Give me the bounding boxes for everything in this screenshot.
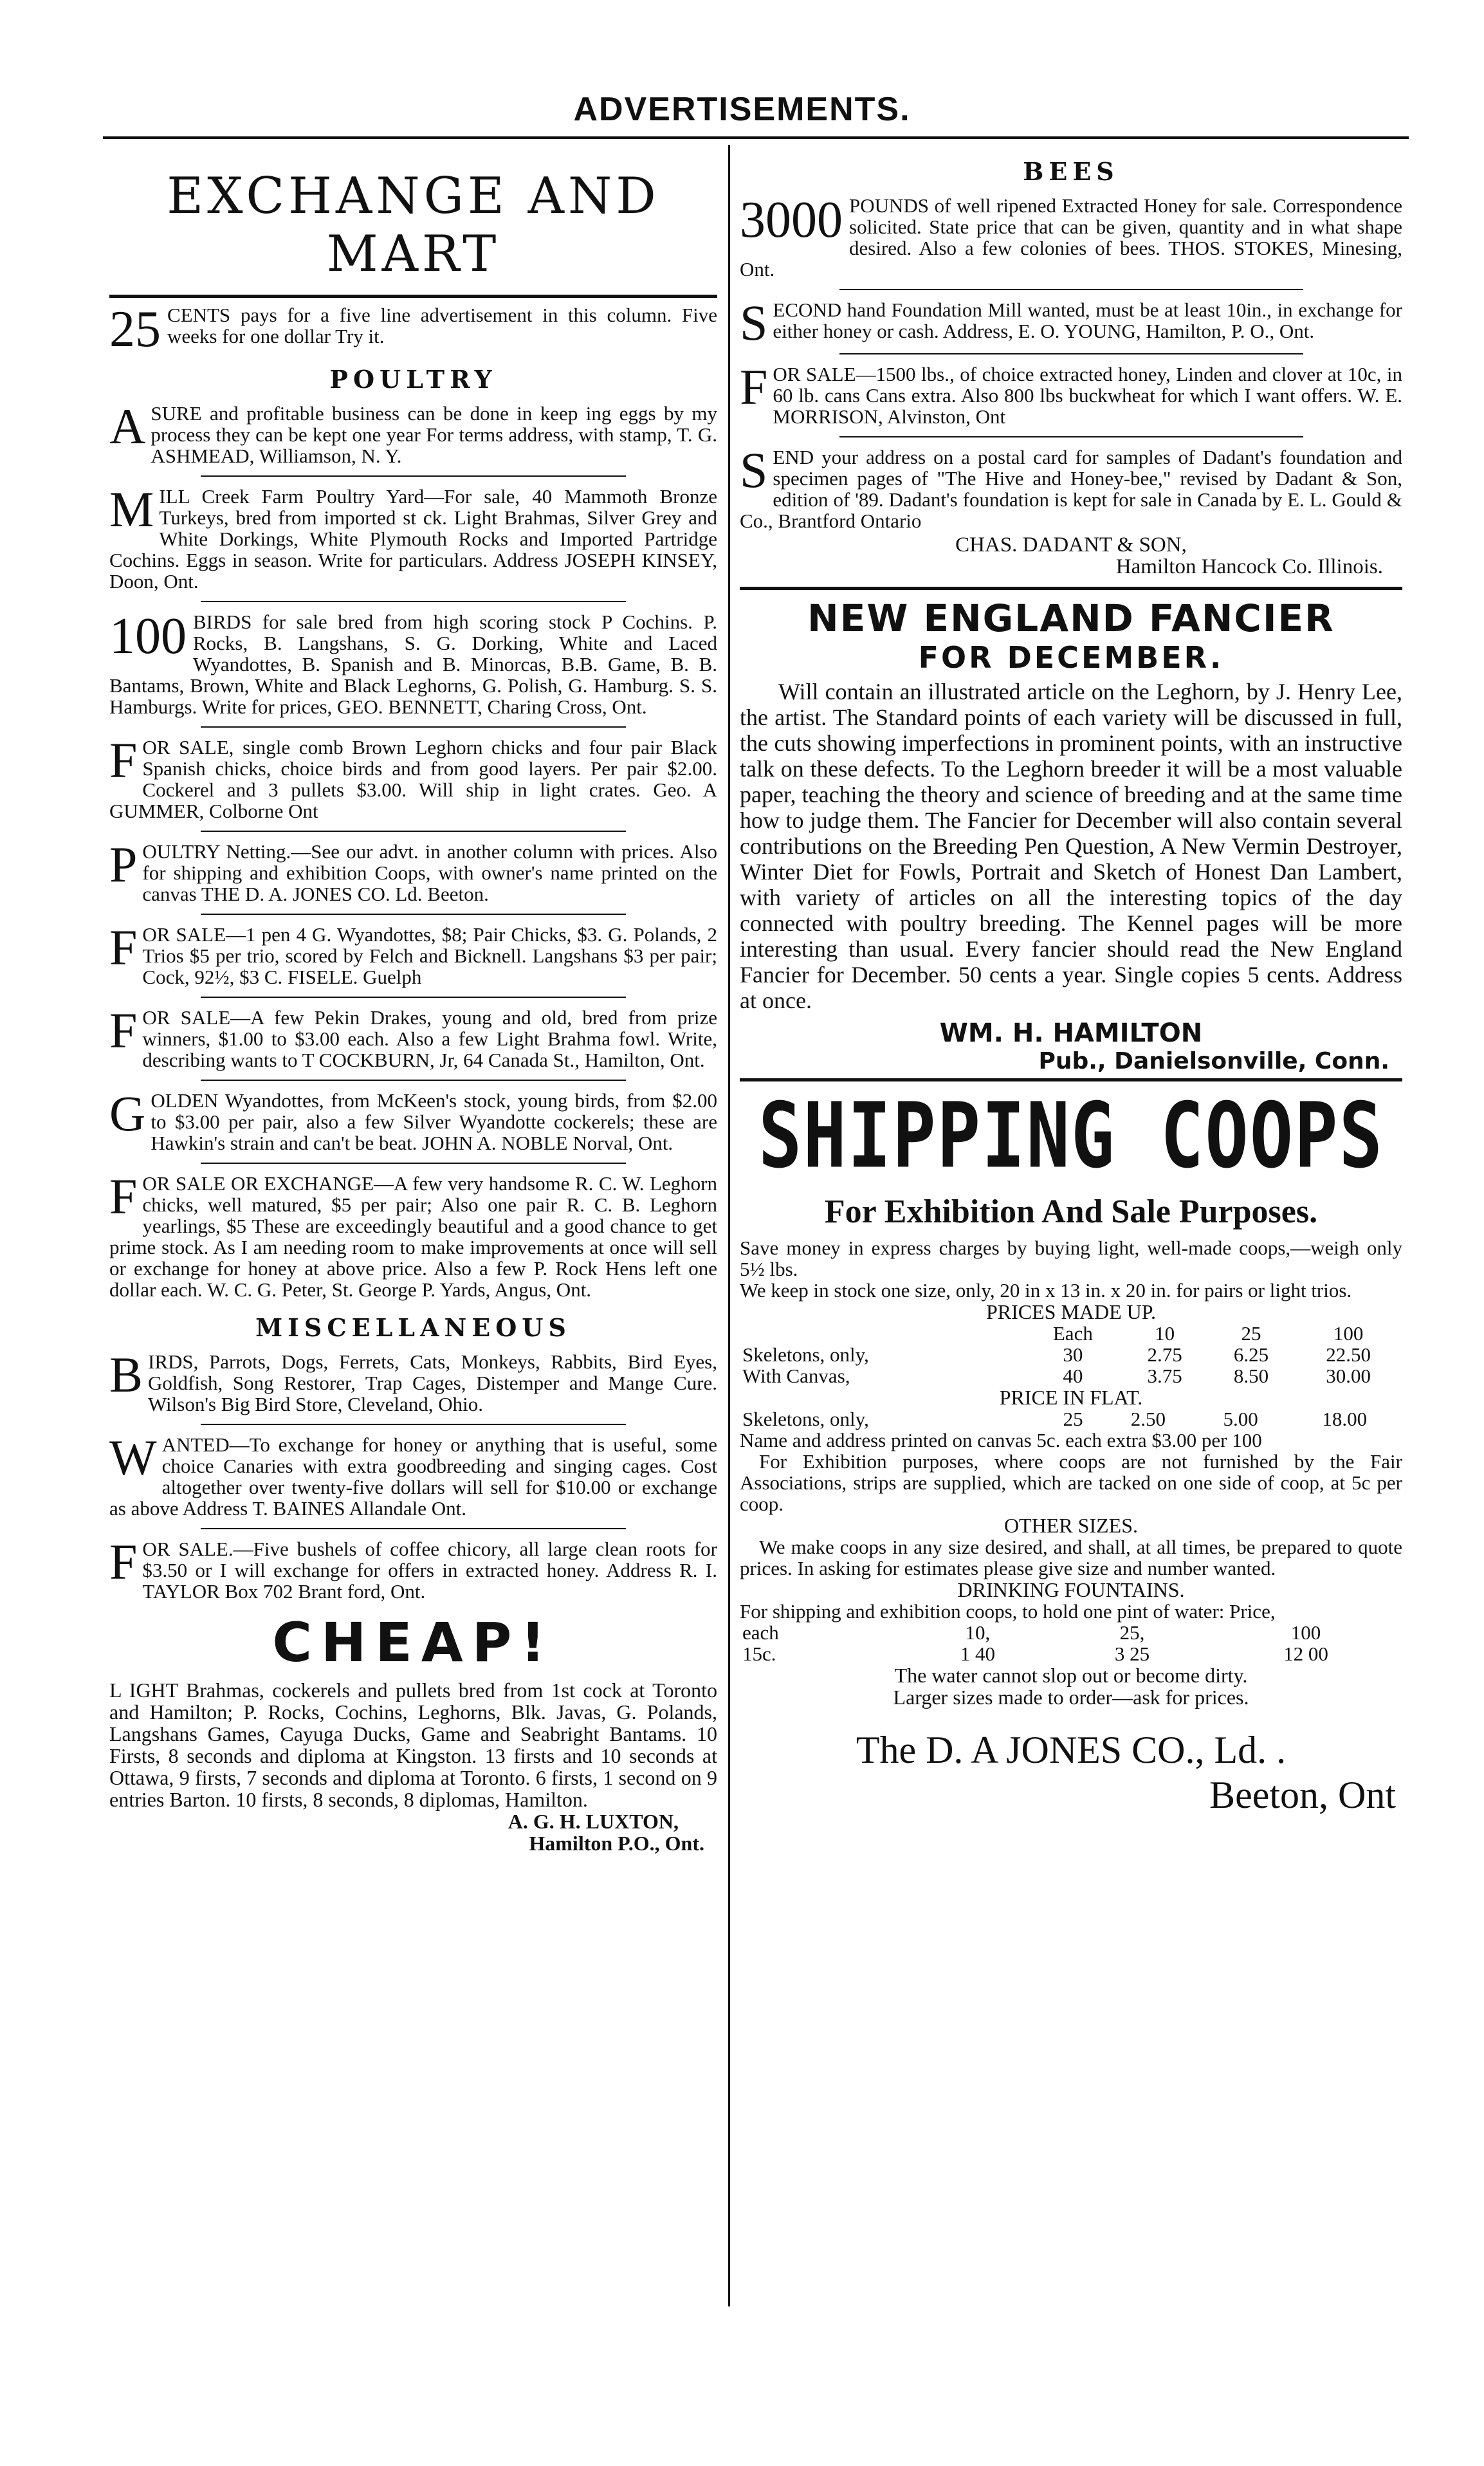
table-cell: With Canvas, — [742, 1365, 850, 1387]
table-cell: 25, — [1119, 1621, 1145, 1644]
drop-cap: P — [109, 836, 138, 892]
price-in-flat-heading: PRICE IN FLAT. — [999, 1386, 1143, 1409]
table-cell: 3.75 — [1147, 1365, 1182, 1387]
ad-text: OR SALE—1 pen 4 G. Wyandottes, $8; Pair Chicks, $3. G. Polands, 2 Trios $5 per trio, scored by Felch and Bicknell. Langshans $3 per pair; Cock, 92½, $3 C. FISELE. Guelph — [142, 923, 717, 988]
table-row — [740, 1622, 1402, 1643]
table-row — [740, 1344, 1402, 1365]
drinking-prices-table — [740, 1622, 1402, 1664]
table-cell: 8.50 — [1233, 1365, 1269, 1387]
prices-table — [740, 1323, 1402, 1386]
ad-separator — [839, 436, 1303, 437]
exchange-mart-masthead: EXCHANGE AND MART — [167, 167, 660, 283]
table-cell: 3 25 — [1114, 1642, 1150, 1665]
nef-subtitle: FOR DECEMBER. — [918, 640, 1224, 675]
cheap-signature-address: Hamilton P.O., Ont. — [529, 1832, 704, 1855]
ad-separator — [201, 475, 627, 477]
table-row — [740, 1643, 1402, 1664]
poultry-ads — [109, 398, 717, 1301]
classified-ad — [740, 442, 1402, 532]
classified-ad — [740, 359, 1402, 428]
poultry-heading: POULTRY — [329, 365, 497, 394]
drinking-note-1: The water cannot slop out or become dirty. — [894, 1664, 1248, 1687]
table-cell: 30.00 — [1326, 1365, 1371, 1387]
header-rule — [103, 136, 1409, 139]
exhibition-note: For Exhibition purposes, where coops are not furnished by the Fair Associations, strips are supplied, which are tacked on one side of coop, at 5c per coop. — [740, 1450, 1402, 1515]
ad-separator — [201, 914, 627, 915]
left-column — [109, 154, 717, 1854]
classified-ad — [109, 1534, 717, 1603]
drop-cap: B — [109, 1347, 143, 1403]
column-divider — [728, 145, 730, 2306]
drop-cap: F — [109, 1534, 138, 1590]
drop-cap: 3000 — [740, 192, 843, 248]
ad-text: OR SALE.—Five bushels of coffee chicory, all large clean roots for $3.50 or I will exchange for offers in extracted honey. Address R. I. TAYLOR Box 702 Brant ford, Ont. — [142, 1538, 717, 1603]
classified-ad — [109, 398, 717, 467]
table-cell: 15c. — [742, 1642, 776, 1665]
ad-separator — [201, 726, 627, 728]
coops-stock: We keep in stock one size, only, 20 in x 13 in. x 20 in. for pairs or light trios. — [740, 1279, 1352, 1302]
ad-separator — [201, 831, 627, 832]
ad-text: OLDEN Wyandottes, from McKeen's stock, young birds, from $2.00 to $3.00 per pair, also a few Silver Wyandotte cockerels; these are Hawkin's strain and can't be beat. JOHN A. NOBLE Norval, Ont. — [151, 1089, 717, 1154]
ad-separator — [201, 1424, 627, 1425]
coops-title: SHIPPING COOPS — [758, 1083, 1384, 1189]
ad-text: OR SALE, single comb Brown Leghorn chicks and four pair Black Spanish chicks, choice birds and from good layers. Per pair $2.00. Cockerel and 3 pullets $3.00. Will ship in light crates. Geo. A GUMMER, Colborne Ont — [109, 736, 717, 822]
page-header: ADVERTISEMENTS. — [573, 91, 911, 128]
ad-text: END your address on a postal card for samples of Dadant's foundation and specimen pages of "The Hive and Honey-bee," revised by Dadant & Son, edition of '89. Dadant's foundation is kept for sale in Canada by E. L. Gould & Co., Brantford Ontario — [740, 446, 1402, 532]
cheap-signature: A. G. H. LUXTON, — [508, 1810, 679, 1833]
ad-separator — [839, 353, 1303, 354]
miscellaneous-heading: MISCELLANEOUS — [255, 1313, 571, 1342]
ad-text: OR SALE—1500 lbs., of choice extracted honey, Linden and clover at 10c, in 60 lb. cans Cans extra. Also 800 lbs buckwheat for which I want offers. W. E. MORRISON, Alvinston, Ont — [773, 363, 1402, 428]
right-column — [740, 154, 1402, 1817]
table-cell: 1 40 — [960, 1642, 996, 1665]
nef-rule — [740, 1078, 1402, 1081]
ad-separator — [201, 997, 627, 998]
ad-text: BIRDS for sale bred from high scoring stock P Cochins. P. Rocks, B. Langshans, S. G. Dorking, White and Laced Wyandottes, B. Spanish and B. Minorcas, B.B. Game, B. B. Bantams, Brown, White and Black Leghorns, G. Polish, G. Hamburg. S. S. Hamburgs. Write for prices, GEO. BENNETT, Charing Cross, Ont. — [109, 611, 717, 718]
table-cell: 5.00 — [1223, 1408, 1258, 1430]
table-cell: 18.00 — [1322, 1408, 1368, 1430]
ad-separator — [839, 289, 1303, 290]
ad-separator — [201, 601, 627, 602]
classified-ad — [109, 836, 717, 905]
drop-cap: F — [109, 919, 138, 975]
drinking-intro: For shipping and exhibition coops, to hold one pint of water: Price, — [740, 1600, 1276, 1623]
classified-ad — [740, 192, 1402, 281]
drinking-note-2: Larger sizes made to order—ask for prices. — [893, 1686, 1249, 1709]
flat-prices-table — [740, 1408, 1402, 1430]
jones-location: Beeton, Ont — [1209, 1774, 1396, 1816]
drop-cap: L — [109, 1679, 122, 1702]
ad-text: IRDS, Parrots, Dogs, Ferrets, Cats, Monkeys, Rabbits, Bird Eyes, Goldfish, Song Restorer, Trap Cages, Distemper and Mange Cure. Wilson's Big Bird Store, Cleveland, Ohio. — [148, 1350, 717, 1415]
bees-heading: BEES — [1023, 157, 1119, 186]
drop-cap: F — [109, 732, 138, 788]
classified-ad — [109, 481, 717, 593]
classified-ad — [109, 732, 717, 822]
table-cell — [740, 1323, 1024, 1344]
table-cell: 10, — [965, 1621, 991, 1644]
classified-ad — [109, 1002, 717, 1071]
bees-rule — [740, 587, 1402, 590]
table-cell: each — [742, 1621, 779, 1644]
table-cell: 22.50 — [1326, 1343, 1371, 1366]
table-cell: Each — [1052, 1322, 1093, 1345]
ad-text: POUNDS of well ripened Extracted Honey for sale. Correspondence solicited. State price that can be given, quantity and in what shape desired. Also a few colonies of bees. THOS. STOKES, Minesing, Ont. — [740, 194, 1402, 281]
ad-text: OR SALE—A few Pekin Drakes, young and old, bred from prize winners, $1.00 to $3.00 each. Also a few Light Brahma fowl. Write, describing wants to T COCKBURN, Jr, 64 Canada St., Hamilton, Ont. — [142, 1006, 717, 1071]
coops-subtitle: For Exhibition And Sale Purposes. — [824, 1193, 1318, 1230]
intro-number: 25 — [109, 301, 161, 358]
drop-cap: S — [740, 442, 768, 498]
drop-cap: F — [109, 1002, 138, 1058]
miscellaneous-ads — [109, 1347, 717, 1603]
table-cell: Skeletons, only, — [742, 1343, 869, 1366]
dadant-signature: CHAS. DADANT & SON, — [955, 533, 1187, 557]
drop-cap: S — [740, 295, 768, 351]
ad-separator — [201, 1528, 627, 1529]
bees-ads — [740, 192, 1402, 532]
cheap-heading: CHEAP! — [272, 1611, 554, 1674]
intro-ad — [109, 301, 717, 358]
table-cell: 25 — [1063, 1408, 1083, 1430]
table-cell: 25 — [1241, 1322, 1261, 1345]
masthead-rule — [109, 295, 717, 298]
table-row — [740, 1365, 1402, 1386]
table-row — [740, 1408, 1402, 1430]
ad-text: OULTRY Netting.—See our advt. in another column with prices. Also for shipping and exhibition Coops, with owner's name printed on the canvas THE D. A. JONES CO. Ld. Beeton. — [142, 840, 717, 905]
table-cell: Skeletons, only, — [742, 1408, 869, 1430]
classified-ad — [109, 608, 717, 718]
name-printing-note: Name and address printed on canvas 5c. each extra $3.00 per 100 — [740, 1429, 1262, 1451]
table-row — [740, 1323, 1402, 1344]
drop-cap: A — [109, 398, 146, 454]
nef-title: NEW ENGLAND FANCIER — [807, 596, 1335, 640]
ad-separator — [201, 1163, 627, 1164]
ad-text: ECOND hand Foundation Mill wanted, must be at least 10in., in exchange for either honey or cash. Address, E. O. YOUNG, Hamilton, P. O., Ont. — [773, 299, 1402, 342]
ad-text: ILL Creek Farm Poultry Yard—For sale, 40 Mammoth Bronze Turkeys, bred from imported st ck. Light Brahmas, Silver Grey and White Dorkings, White Plymouth Rocks and Imported Partridge Cochins. Eggs in season. Write for particulars. Address JOSEPH KINSEY, Doon, Ont. — [109, 485, 717, 593]
ad-text: OR SALE OR EXCHANGE—A few very handsome R. C. W. Leghorn chicks, well matured, $5 per pair; Also one pair R. C. B. Leghorn yearlings, $5 These are exceedingly beautiful and a good chance to get prime stock. As I am needing room to make improvements at once will sell or exchange for honey at above price. Also a few P. Rock Hens left one dollar each. W. C. G. Peter, St. George P. Yards, Angus, Ont. — [109, 1172, 717, 1301]
cheap-ad — [109, 1679, 717, 1810]
ad-text: SURE and profitable business can be done in keep ing eggs by my process they can be kept one year For terms address, with stamp, T. G. ASHMEAD, Williamson, N. Y. — [151, 402, 717, 467]
nef-body: Will contain an illustrated article on the Leghorn, by J. Henry Lee, the artist. The Standard points of each variety will be discussed in full, the cuts showing imperfections in prominent points, with an instructive talk on these defects. To the Leghorn breeder it will be a most valuable paper, teaching the theory and science of breeding and at the same time how to judge them. The Fancier for December will also contain several contributions on the Breeding Pen Question, A New Vermin Destroyer, Winter Diet for Fowls, Portrait and Sketch of Honest Dan Lambert, with variety of articles on all the interesting topics of the day connected with poultry breeding. The Kennel pages will be more interesting than usual. Every fancier should read the New England Fancier for December. 50 cents a year. Single copies 5 cents. Address at once. — [740, 679, 1402, 1013]
ad-separator — [201, 1080, 627, 1081]
prices-made-up-heading: PRICES MADE UP. — [985, 1300, 1157, 1323]
table-cell: 100 — [1333, 1322, 1364, 1345]
nef-signature: WM. H. HAMILTON — [939, 1018, 1203, 1048]
dadant-address: Hamilton Hancock Co. Illinois. — [1115, 555, 1383, 578]
table-cell: 40 — [1063, 1365, 1083, 1387]
table-cell: 10 — [1155, 1322, 1175, 1345]
ad-text: ANTED—To exchange for honey or anything that is useful, some choice Canaries with extra goodbreeding and singing cages. Cost altogether over twenty-five dollars will sell for $10.00 or exchange as above Address T. BAINES Allandale Ont. — [109, 1433, 717, 1520]
classified-ad — [109, 1168, 717, 1301]
table-cell: 6.25 — [1233, 1343, 1269, 1366]
classified-ad — [109, 1430, 717, 1520]
drop-cap: G — [109, 1085, 146, 1141]
classified-ad — [109, 1347, 717, 1415]
drop-cap: F — [740, 359, 768, 415]
jones-company: The D. A JONES CO., Ld. . — [856, 1729, 1287, 1771]
drop-cap: 100 — [109, 608, 187, 665]
nef-publisher: Pub., Danielsonville, Conn. — [1038, 1048, 1389, 1074]
classified-ad — [740, 295, 1402, 351]
table-cell: 2.50 — [1130, 1408, 1166, 1430]
drop-cap: F — [109, 1168, 138, 1224]
table-cell: 12 00 — [1283, 1642, 1328, 1665]
table-cell: 30 — [1063, 1343, 1083, 1366]
other-sizes-text: We make coops in any size desired, and shall, at all times, be prepared to quote prices. In asking for estimates please give size and number wanted. — [740, 1536, 1402, 1579]
coops-intro: Save money in express charges by buying light, well-made coops,—weigh only 5½ lbs. — [740, 1237, 1402, 1280]
drop-cap: W — [109, 1430, 157, 1486]
table-cell: 100 — [1290, 1621, 1321, 1644]
drinking-fountains-heading: DRINKING FOUNTAINS. — [957, 1578, 1185, 1601]
intro-text: CENTS pays for a five line advertisement in this column. Five weeks for one dollar Try it. — [167, 304, 717, 347]
cheap-ad-text: IGHT Brahmas, cockerels and pullets bred from 1st cock at Toronto and Hamilton; P. Rocks, Cochins, Leghorns, Blk. Javas, G. Polands, Langshans Games, Cayuga Ducks, Game and Seabright Bantams. 10 Firsts, 8 seconds and diploma at Kingston. 13 firsts and 10 seconds at Ottawa, 9 firsts, 7 seconds and diploma at Toronto. 6 firsts, 1 second on 9 entries Barton. 10 firsts, 8 seconds, 8 diplomas, Hamilton. — [109, 1679, 718, 1811]
table-cell: 2.75 — [1147, 1343, 1182, 1366]
other-sizes-heading: OTHER SIZES. — [1004, 1514, 1138, 1537]
classified-ad — [109, 1085, 717, 1154]
drop-cap: M — [109, 481, 154, 537]
classified-ad — [109, 919, 717, 988]
